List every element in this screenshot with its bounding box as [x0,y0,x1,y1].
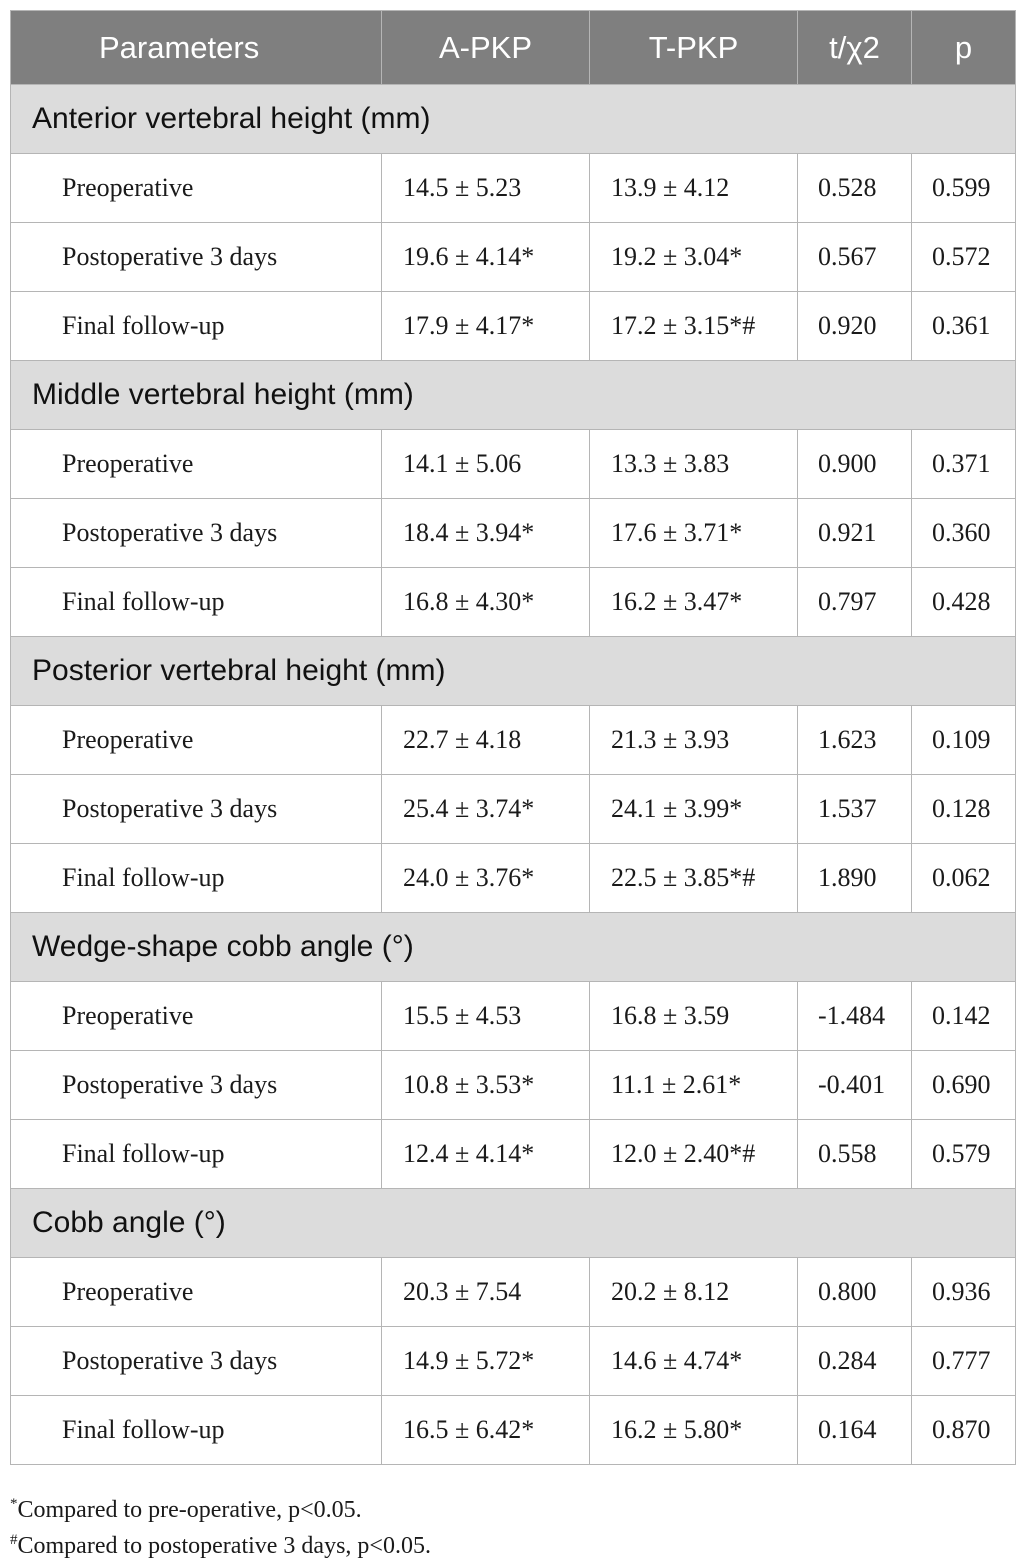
cell-p-value: 0.361 [912,292,1016,361]
cell-p-value: 0.870 [912,1396,1016,1465]
cell-a-pkp: 14.1 ± 5.06 [382,430,590,499]
cell-statistic: 0.800 [798,1258,912,1327]
footnote-text: Compared to pre-operative, p<0.05. [17,1497,362,1523]
cell-a-pkp: 18.4 ± 3.94* [382,499,590,568]
footnote-hash [10,1528,431,1564]
section-title: Posterior vertebral height (mm) [11,637,1016,706]
cell-p-value: 0.599 [912,154,1016,223]
cell-timepoint: Final follow-up [11,1120,382,1189]
cell-p-value: 0.109 [912,706,1016,775]
section-header-row [11,1189,1016,1258]
cell-a-pkp: 14.5 ± 5.23 [382,154,590,223]
section-header-row [11,85,1016,154]
cell-a-pkp: 19.6 ± 4.14* [382,223,590,292]
table-header-row [11,11,1016,85]
footnote-mark: # [10,1532,18,1548]
cell-p-value: 0.360 [912,499,1016,568]
cell-t-pkp: 11.1 ± 2.61* [590,1051,798,1120]
cell-t-pkp: 24.1 ± 3.99* [590,775,798,844]
header-parameters: Parameters [11,11,382,85]
cell-p-value: 0.142 [912,982,1016,1051]
cell-statistic: 0.558 [798,1120,912,1189]
cell-p-value: 0.572 [912,223,1016,292]
section-title: Middle vertebral height (mm) [11,361,1016,430]
cell-p-value: 0.690 [912,1051,1016,1120]
cell-timepoint: Postoperative 3 days [11,775,382,844]
table-row [11,430,1016,499]
cell-a-pkp: 20.3 ± 7.54 [382,1258,590,1327]
cell-p-value: 0.777 [912,1327,1016,1396]
cell-t-pkp: 21.3 ± 3.93 [590,706,798,775]
header-p-value: p [912,11,1016,85]
cell-a-pkp: 24.0 ± 3.76* [382,844,590,913]
cell-p-value: 0.371 [912,430,1016,499]
table-row [11,1396,1016,1465]
cell-statistic: 0.284 [798,1327,912,1396]
footnote-text: Compared to postoperative 3 days, p<0.05. [17,1533,431,1559]
cell-a-pkp: 12.4 ± 4.14* [382,1120,590,1189]
cell-t-pkp: 20.2 ± 8.12 [590,1258,798,1327]
cell-statistic: 0.567 [798,223,912,292]
cell-t-pkp: 16.2 ± 3.47* [590,568,798,637]
cell-timepoint: Final follow-up [11,292,382,361]
table-row [11,223,1016,292]
table-row [11,568,1016,637]
cell-statistic: -0.401 [798,1051,912,1120]
cell-timepoint: Postoperative 3 days [11,1051,382,1120]
cell-statistic: -1.484 [798,982,912,1051]
table-row [11,154,1016,223]
table-row [11,499,1016,568]
cell-t-pkp: 16.8 ± 3.59 [590,982,798,1051]
table-row [11,982,1016,1051]
section-title: Anterior vertebral height (mm) [11,85,1016,154]
cell-t-pkp: 17.6 ± 3.71* [590,499,798,568]
table-row [11,844,1016,913]
cell-t-pkp: 19.2 ± 3.04* [590,223,798,292]
section-header-row [11,913,1016,982]
cell-statistic: 0.920 [798,292,912,361]
cell-t-pkp: 17.2 ± 3.15*# [590,292,798,361]
cell-statistic: 0.900 [798,430,912,499]
table-row [11,1120,1016,1189]
table-row [11,1051,1016,1120]
cell-a-pkp: 17.9 ± 4.17* [382,292,590,361]
cell-a-pkp: 16.8 ± 4.30* [382,568,590,637]
cell-a-pkp: 22.7 ± 4.18 [382,706,590,775]
cell-timepoint: Postoperative 3 days [11,1327,382,1396]
cell-p-value: 0.128 [912,775,1016,844]
cell-a-pkp: 16.5 ± 6.42* [382,1396,590,1465]
cell-statistic: 0.797 [798,568,912,637]
cell-timepoint: Final follow-up [11,568,382,637]
cell-statistic: 1.623 [798,706,912,775]
header-a-pkp: A-PKP [382,11,590,85]
cell-t-pkp: 22.5 ± 3.85*# [590,844,798,913]
cell-timepoint: Final follow-up [11,1396,382,1465]
table-row [11,292,1016,361]
cell-p-value: 0.936 [912,1258,1016,1327]
cell-t-pkp: 13.9 ± 4.12 [590,154,798,223]
section-title: Cobb angle (°) [11,1189,1016,1258]
cell-t-pkp: 16.2 ± 5.80* [590,1396,798,1465]
cell-statistic: 0.528 [798,154,912,223]
cell-timepoint: Postoperative 3 days [11,499,382,568]
table-row [11,1327,1016,1396]
header-statistic: t/χ2 [798,11,912,85]
table-row [11,706,1016,775]
cell-statistic: 0.921 [798,499,912,568]
results-table [10,10,1016,1465]
cell-a-pkp: 10.8 ± 3.53* [382,1051,590,1120]
cell-a-pkp: 14.9 ± 5.72* [382,1327,590,1396]
table-body [11,85,1016,1465]
cell-timepoint: Preoperative [11,154,382,223]
cell-timepoint: Preoperative [11,430,382,499]
table-row [11,1258,1016,1327]
cell-p-value: 0.579 [912,1120,1016,1189]
cell-a-pkp: 15.5 ± 4.53 [382,982,590,1051]
cell-timepoint: Postoperative 3 days [11,223,382,292]
table-row [11,775,1016,844]
results-table-container [10,10,1015,1465]
footnote-asterisk [10,1492,431,1528]
cell-t-pkp: 14.6 ± 4.74* [590,1327,798,1396]
header-t-pkp: T-PKP [590,11,798,85]
section-header-row [11,637,1016,706]
cell-timepoint: Final follow-up [11,844,382,913]
cell-p-value: 0.062 [912,844,1016,913]
section-header-row [11,361,1016,430]
cell-statistic: 1.537 [798,775,912,844]
cell-statistic: 1.890 [798,844,912,913]
cell-statistic: 0.164 [798,1396,912,1465]
footnotes [10,1492,431,1564]
cell-t-pkp: 13.3 ± 3.83 [590,430,798,499]
section-title: Wedge-shape cobb angle (°) [11,913,1016,982]
footnote-mark: * [10,1496,18,1512]
cell-timepoint: Preoperative [11,1258,382,1327]
cell-timepoint: Preoperative [11,982,382,1051]
cell-timepoint: Preoperative [11,706,382,775]
cell-p-value: 0.428 [912,568,1016,637]
cell-a-pkp: 25.4 ± 3.74* [382,775,590,844]
cell-t-pkp: 12.0 ± 2.40*# [590,1120,798,1189]
